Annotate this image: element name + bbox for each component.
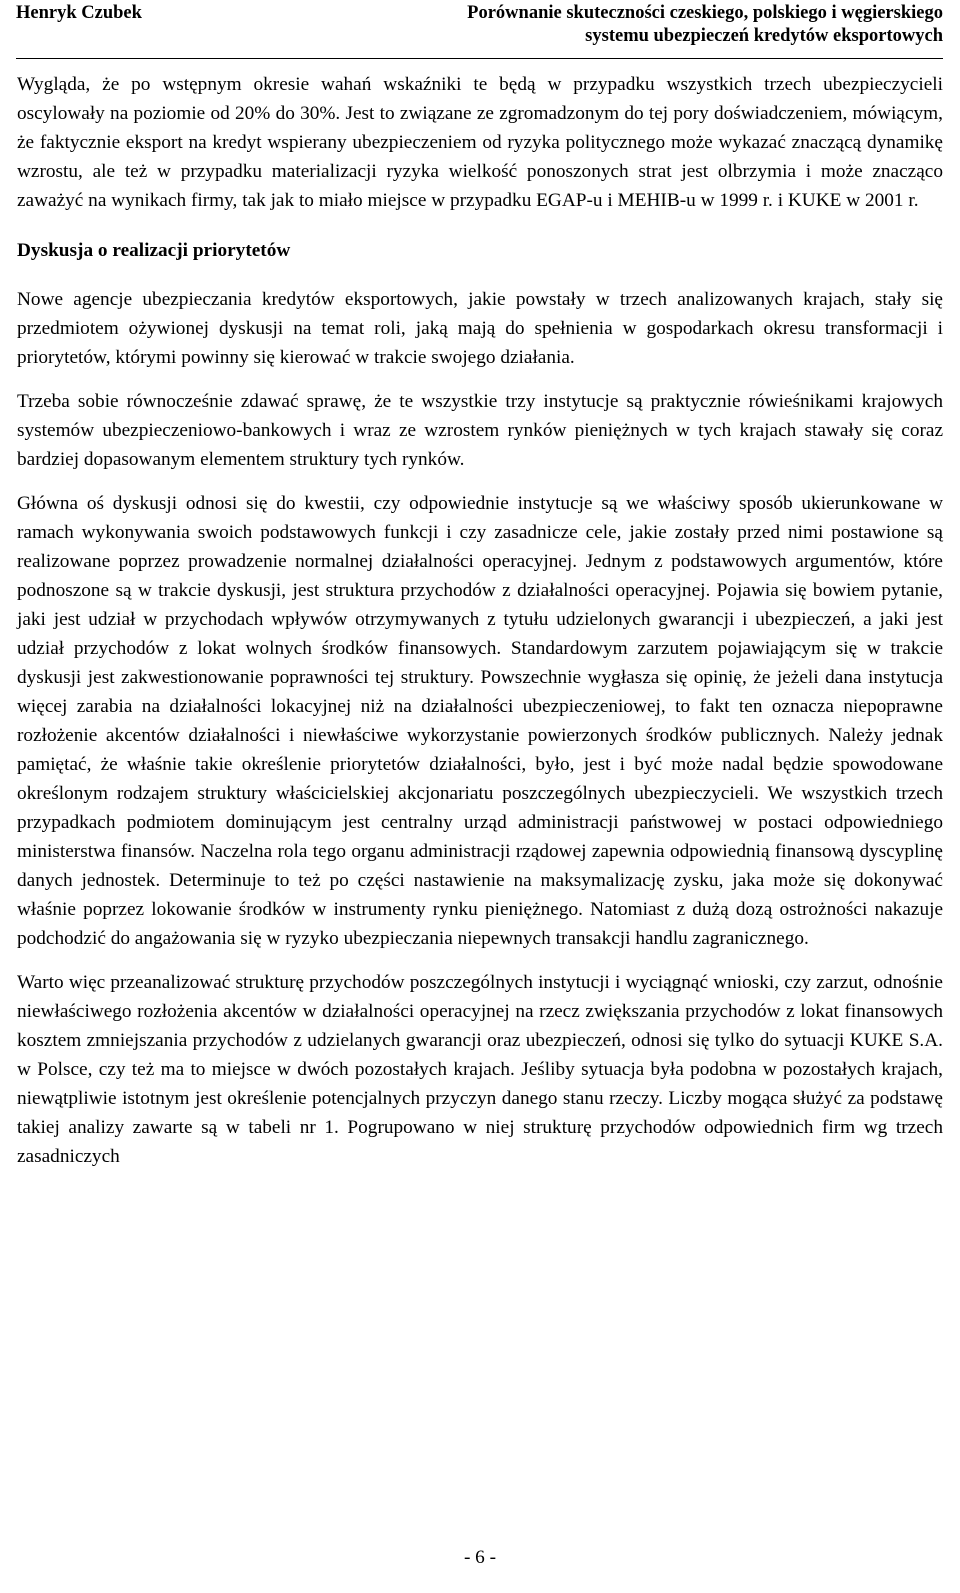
page-header <box>16 0 943 59</box>
paragraph-1: Wygląda, że po wstępnym okresie wahań wskaźniki te będą w przypadku wszystkich trzech ubezpieczycieli oscylowały na poziomie od 20% do 30%. Jest to związane ze zgromadzonym do tej pory doświadczeniem, mówiącym, że faktycznie eksport na kredyt wspierany ubezpieczeniem od ryzyka politycznego może wykazać znaczącą dynamikę wzrostu, ale też w przypadku materializacji ryzyka wielkość ponoszonych strat jest olbrzymia i może znacząco zaważyć na wynikach firmy, tak jak to miało miejsce w przypadku EGAP-u i MEHIB-u w 1999 r. i KUKE w 2001 r. <box>17 74 943 211</box>
header-author: Henryk Czubek <box>16 3 142 23</box>
section-heading: Dyskusja o realizacji priorytetów <box>17 240 291 261</box>
paragraph-3: Trzeba sobie równocześnie zdawać sprawę, że te wszystkie trzy instytucje są praktycznie rówieśnikami krajowych systemów ubezpieczeniowo-bankowych i wraz ze wzrostem rynków pieniężnych w tych krajach stawały się coraz bardziej dopasowanym elementem struktury tych rynków. <box>17 391 943 470</box>
paragraph-2: Nowe agencje ubezpieczania kredytów eksportowych, jakie powstały w trzech analizowanych krajach, stały się przedmiotem ożywionej dyskusji na temat roli, jaką mają do spełnienia w gospodarkach okresu transformacji i priorytetów, którymi powinny się kierować w trakcie swojego działania. <box>17 289 943 368</box>
paragraph-5: Warto więc przeanalizować strukturę przychodów poszczególnych instytucji i wyciągnąć wnioski, czy zarzut, odnośnie niewłaściwego rozłożenia akcentów w działalności operacyjnej na rzecz zwiększania przychodów z lokat finansowych kosztem zmniejszania przychodów z udzielanych gwarancji oraz ubezpieczeń, odnosi się tylko do sytuacji KUKE S.A. w Polsce, czy też ma to miejsce w dwóch pozostałych krajach. Jeśliby sytuacja była podobna w pozostałych krajach, niewątpliwie istotnym jest określenie potencjalnych przyczyn danego stanu rzeczy. Liczby mogąca służyć za podstawę takiej analizy zawarte są w tabeli nr 1. Pogrupowano w niej strukturę przychodów odpowiednich firm wg trzech zasadniczych <box>17 972 943 1167</box>
page-number: - 6 - <box>463 1547 497 1568</box>
header-title-line-2: systemu ubezpieczeń kredytów eksportowych <box>585 26 943 46</box>
header-title-line-1: Porównanie skuteczności czeskiego, polskiego i węgierskiego <box>467 3 943 23</box>
paragraph-4: Główna oś dyskusji odnosi się do kwestii, czy odpowiednie instytucje są we właściwy sposób ukierunkowane w ramach wykonywania swoich podstawowych funkcji i czy zasadnicze cele, jakie zostały przed nimi postawione są realizowane poprzez prowadzenie normalnej działalności operacyjnej. Jednym z podstawowych argumentów, które podnoszone są w trakcie dyskusji, jest struktura przychodów z działalności operacyjnej. Pojawia się bowiem pytanie, jaki jest udział w przychodach wpływów otrzymywanych z tytułu udzielonych gwarancji i ubezpieczeń, a jaki jest udział przychodów z lokat wolnych środków finansowych. Standardowym zarzutem pojawiającym się w trakcie dyskusji jest zakwestionowanie poprawności tej struktury. Powszechnie wygłasza się opinię, że jeżeli dana instytucja więcej zarabia na działalności lokacyjnej niż na działalności ubezpieczeniowej, to fakt ten oznacza niepoprawne rozłożenie akcentów działalności i niewłaściwe wykorzystanie powierzonych środków publicznych. Należy jednak pamiętać, że właśnie takie określenie priorytetów działalności, było, jest i być może nadal będzie spowodowane określonym rodzajem struktury właścicielskiej akcjonariatu poszczególnych ubezpieczycieli. We wszystkich trzech przypadkach podmiotem dominującym jest centralny urząd administracji państwowej w postaci odpowiedniego ministerstwa finansów. Naczelna rola tego organu administracji rządowej zapewnia odpowiednią finansową dyscyplinę danych jednostek. Determinuje to też po części nastawienie na maksymalizację zysku, jaka może się dokonywać właśnie poprzez lokowanie środków w instrumenty rynku pieniężnego. Natomiast z dużą dozą ostrożności nakazuje podchodzić do angażowania się w ryzyko ubezpieczania niepewnych transakcji handlu zagranicznego. <box>17 493 943 949</box>
header-title <box>467 2 943 48</box>
page-content <box>17 70 943 1171</box>
